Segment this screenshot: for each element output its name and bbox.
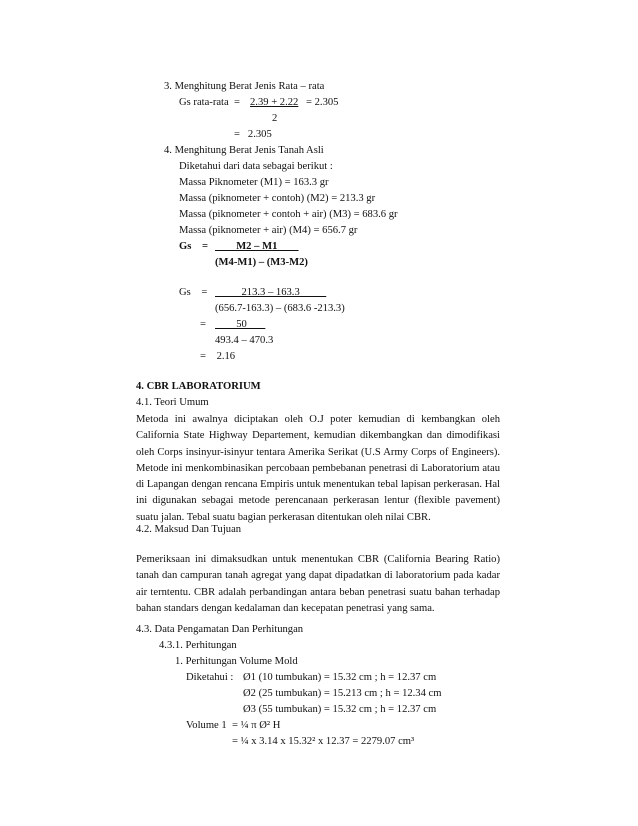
gs-average-numerator: 2.39 + 2.22	[250, 97, 299, 108]
volume-formula: = ¼ π Ø² H	[232, 720, 281, 731]
cbr-sub-perhitungan: 4.3.1. Perhitungan	[159, 640, 237, 651]
gs-average-final: = 2.305	[234, 129, 272, 140]
cbr-para-maksud: Pemeriksaan ini dimaksudkan untuk menentukan CBR (California Bearing Ratio) tanah dan campuran tanah agregat yang dapat dipadatkan di laboratorium pada kadar air terntentu. CBR adalah perbandingan antara beban penetrasi suatu bahan terhadap bahan standars dengan kedalaman dan kecepatan penetrasi yang sama.	[136, 554, 500, 614]
cbr-sub-teori: 4.1. Teori Umum	[136, 397, 209, 408]
volume-label: Volume 1	[186, 720, 227, 731]
cbr-sub-maksud: 4.2. Maksud Dan Tujuan	[136, 524, 242, 535]
mass-m4: Massa (piknometer + air) (M4) = 656.7 gr	[179, 225, 358, 236]
diketahui-label: Diketahui :	[186, 672, 234, 683]
gs-average-denominator: 2	[272, 113, 278, 124]
gs-calc-numerator: 213.3 – 163.3	[215, 287, 327, 298]
cbr-sub-data: 4.3. Data Pengamatan Dan Perhitungan	[136, 624, 304, 635]
diameter-2: Ø2 (25 tumbukan) = 15.213 cm ; h = 12.34 cm	[243, 688, 442, 699]
cbr-title: 4. CBR LABORATORIUM	[136, 381, 261, 392]
gs-average-result: = 2.305	[306, 97, 339, 108]
diameter-1: Ø1 (10 tumbukan) = 15.32 cm ; h = 12.37 cm	[243, 672, 437, 683]
diameter-3: Ø3 (55 tumbukan) = 15.32 cm ; h = 12.37 cm	[243, 704, 437, 715]
gs-calc-label: Gs =	[179, 287, 208, 298]
gs-formula-denominator: (M4-M1) – (M3-M2)	[215, 257, 308, 268]
gs-formula-label: Gs =	[179, 241, 208, 252]
gs-final: = 2.16	[200, 351, 236, 362]
cbr-para-teori: Metoda ini awalnya diciptakan oleh O.J poter kemudian di kembangkan oleh California State Highway Departement, kemudian dikembangkan dan dimodifikasi oleh Corps insinyur-isinyur tentara Amerika Serikat (U.S Army Corps of Engineers). Metode ini menkombinasikan percobaan pembebanan penetrasi di Laboratorium atau di Lapangan dengan rencana Empiris untuk menentukan tebal lapisan perkerasan. Hal ini digunakan sebagai metode perencanaan perkerasan lentur (flexible pavement) suatu jalan. Tebal suatu bagian perkerasan ditentukan oleh nilai CBR.	[136, 414, 500, 523]
heading-berat-jenis-rata: 3. Menghitung Berat Jenis Rata – rata	[164, 81, 325, 92]
gs-average-label: Gs rata-rata =	[179, 97, 240, 108]
gs-step2-numerator: 50	[215, 319, 266, 330]
gs-step2-equals: =	[200, 319, 206, 330]
mass-m2: Massa (piknometer + contoh) (M2) = 213.3 gr	[179, 193, 376, 204]
mass-m3: Massa (piknometer + contoh + air) (M3) = 683.6 gr	[179, 209, 398, 220]
cbr-item-volume-mold: 1. Perhitungan Volume Mold	[175, 656, 298, 667]
gs-calc-denominator: (656.7-163.3) – (683.6 -213.3)	[215, 303, 345, 314]
gs-formula-numerator: M2 – M1	[215, 241, 299, 252]
mass-m1: Massa Piknometer (M1) = 163.3 gr	[179, 177, 329, 188]
volume-calculation: = ¼ x 3.14 x 15.32² x 12.37 = 2279.07 cm³	[232, 736, 415, 747]
gs-step2-denominator: 493.4 – 470.3	[215, 335, 274, 346]
given-intro: Diketahui dari data sebagai berikut :	[179, 161, 333, 172]
heading-berat-jenis-asli: 4. Menghitung Berat Jenis Tanah Asli	[164, 145, 324, 156]
